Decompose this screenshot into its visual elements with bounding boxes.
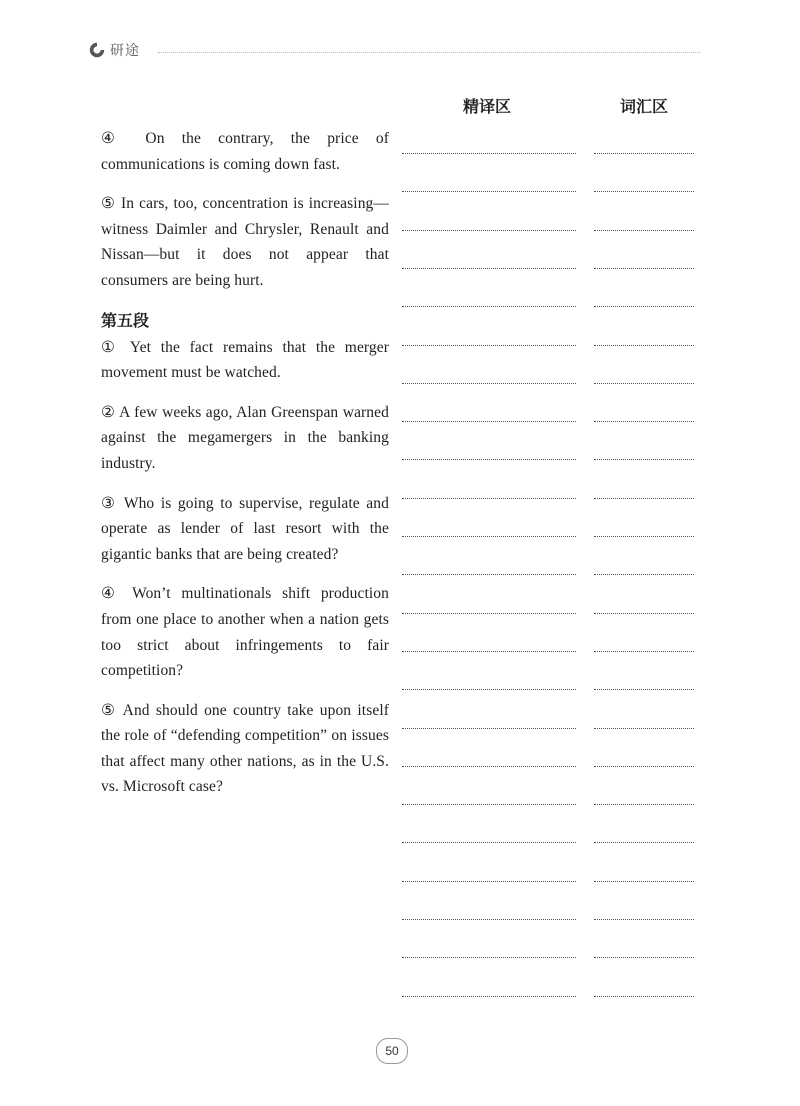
paragraph: ⑤ In cars, too, concentration is increasing—witness Daimler and Chrysler, Renault and Nissan—but it does not appear that consumers are being hurt.	[101, 195, 389, 289]
vocabulary-line	[594, 957, 694, 958]
translation-line	[402, 536, 576, 537]
paragraph: ⑤ And should one country take upon itself the role of “defending competition” on issues that affect many other nations, as in the U.S. vs. Microsoft case?	[101, 701, 389, 796]
translation-line	[402, 153, 576, 154]
translation-line	[402, 191, 576, 192]
vocabulary-line	[594, 766, 694, 767]
translation-line	[402, 996, 576, 997]
vocabulary-column-header: 词汇区	[620, 97, 669, 116]
translation-line	[402, 459, 576, 460]
translation-line	[402, 766, 576, 767]
page-number: 50	[376, 1038, 408, 1064]
vocabulary-line	[594, 728, 694, 729]
vocabulary-line	[594, 268, 694, 269]
vocabulary-line	[594, 345, 694, 346]
vocabulary-line	[594, 842, 694, 843]
header-divider	[158, 52, 700, 53]
paragraph: ③ Who is going to supervise, regulate and operate as lender of last resort with the gigantic banks that are being created?	[101, 494, 389, 563]
logo-text: 研途	[110, 43, 140, 59]
translation-line	[402, 306, 576, 307]
vocabulary-line	[594, 230, 694, 231]
translation-line	[402, 651, 576, 652]
translation-line	[402, 383, 576, 384]
translation-line	[402, 421, 576, 422]
passage-text	[101, 126, 389, 814]
translation-line	[402, 613, 576, 614]
vocabulary-line	[594, 153, 694, 154]
paragraph: ① Yet the fact remains that the merger movement must be watched.	[101, 338, 389, 382]
translation-line	[402, 842, 576, 843]
paragraph: ② A few weeks ago, Alan Greenspan warned against the megamergers in the banking industry.	[101, 403, 389, 472]
translation-line	[402, 881, 576, 882]
paragraph: ④ On the contrary, the price of communications is coming down fast.	[101, 130, 389, 173]
vocabulary-line	[594, 689, 694, 690]
vocabulary-line	[594, 881, 694, 882]
vocabulary-line	[594, 383, 694, 384]
vocabulary-line	[594, 536, 694, 537]
translation-line	[402, 574, 576, 575]
paragraph: ④ Won’t multinationals shift production from one place to another when a nation gets too strict about infringements to fair competition?	[101, 585, 389, 680]
translation-line	[402, 728, 576, 729]
translation-line	[402, 230, 576, 231]
vocabulary-line	[594, 996, 694, 997]
vocabulary-line	[594, 919, 694, 920]
translation-line	[402, 268, 576, 269]
vocabulary-line	[594, 613, 694, 614]
translation-line	[402, 498, 576, 499]
logo	[88, 40, 140, 60]
translation-line	[402, 345, 576, 346]
translation-column-header: 精译区	[463, 97, 512, 116]
vocabulary-line	[594, 459, 694, 460]
translation-line	[402, 804, 576, 805]
translation-line	[402, 689, 576, 690]
vocabulary-line	[594, 574, 694, 575]
section-title: 第五段	[101, 310, 150, 330]
vocabulary-line	[594, 651, 694, 652]
vocabulary-line	[594, 191, 694, 192]
vocabulary-line	[594, 804, 694, 805]
vocabulary-line	[594, 421, 694, 422]
translation-line	[402, 919, 576, 920]
logo-swirl-icon	[88, 41, 106, 59]
translation-line	[402, 957, 576, 958]
vocabulary-line	[594, 306, 694, 307]
vocabulary-line	[594, 498, 694, 499]
